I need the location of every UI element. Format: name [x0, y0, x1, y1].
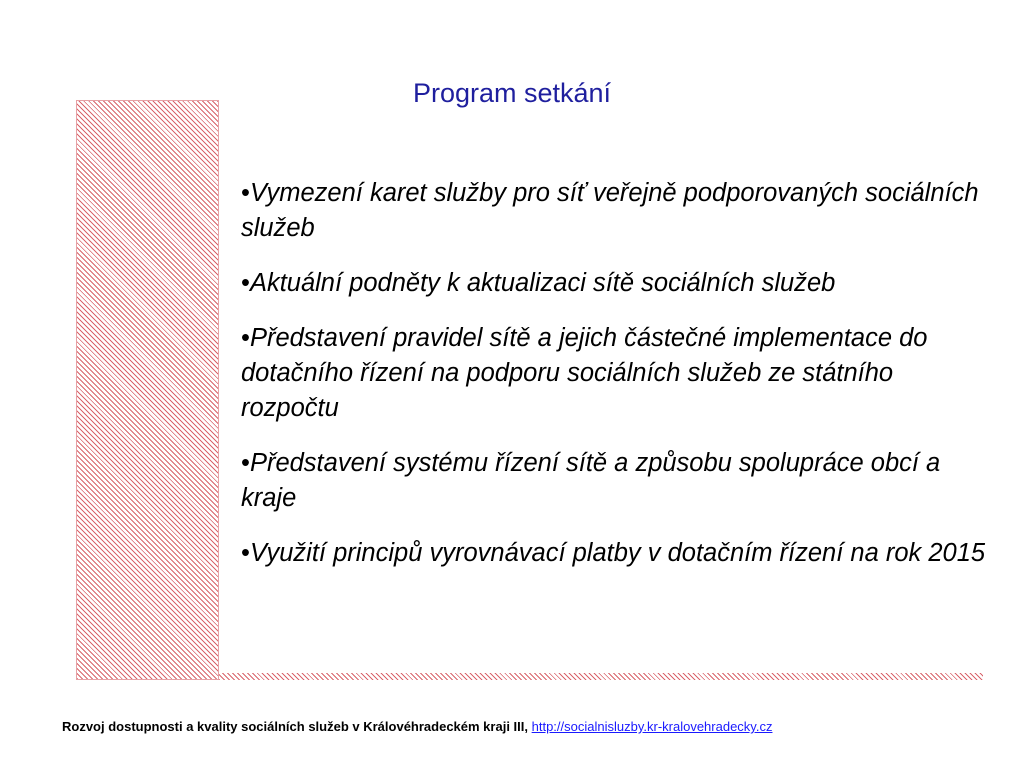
bullet-list — [241, 176, 986, 591]
footer-text: Rozvoj dostupnosti a kvality sociálních služeb v Královéhradeckém kraji III, — [62, 719, 528, 734]
bullet-item — [241, 446, 986, 516]
footer — [62, 719, 772, 734]
bullet-marker: • — [241, 449, 250, 477]
bullet-item — [241, 266, 986, 301]
bullet-item — [241, 176, 986, 246]
bullet-marker: • — [241, 269, 250, 297]
bullet-marker: • — [241, 179, 250, 207]
decorative-hatch-bar-vertical — [76, 100, 219, 680]
bullet-marker: • — [241, 539, 250, 567]
bullet-text: Představení systému řízení sítě a způsobu spolupráce obcí a kraje — [241, 449, 941, 512]
footer-link[interactable]: http://socialnisluzby.kr-kralovehradecky.cz — [531, 719, 773, 734]
bullet-item — [241, 536, 986, 571]
bullet-marker: • — [241, 324, 250, 352]
decorative-hatch-bar-horizontal — [219, 673, 983, 680]
bullet-text: Představení pravidel sítě a jejich částečné implementace do dotačního řízení na podporu sociálních služeb ze státního rozpočtu — [241, 324, 928, 422]
slide-title: Program setkání — [412, 78, 612, 108]
bullet-text: Využití principů vyrovnávací platby v dotačním řízení na rok 2015 — [249, 539, 986, 567]
bullet-text: Vymezení karet služby pro síť veřejně podporovaných sociálních služeb — [241, 179, 979, 242]
bullet-text: Aktuální podněty k aktualizaci sítě sociálních služeb — [249, 269, 836, 297]
bullet-item — [241, 321, 986, 426]
